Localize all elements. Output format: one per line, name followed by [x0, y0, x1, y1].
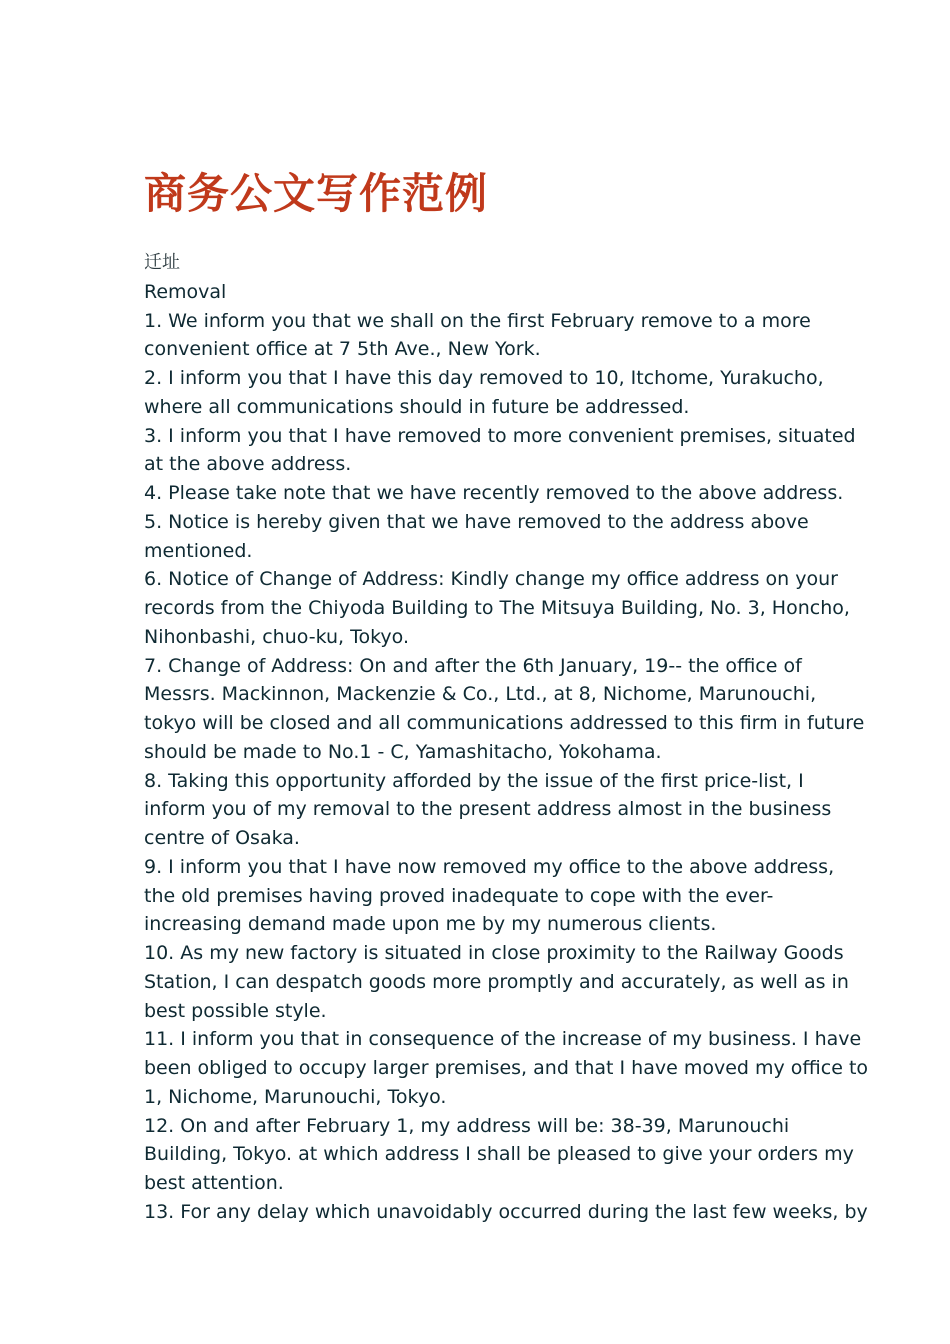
document-body	[144, 249, 880, 1227]
body-line: 9. I inform you that I have now removed my office to the above address,	[144, 855, 835, 878]
body-line: at the above address.	[144, 453, 352, 476]
body-line: 6. Notice of Change of Address: Kindly change my office address on your	[144, 568, 838, 591]
body-line: 12. On and after February 1, my address will be: 38-39, Marunouchi	[144, 1114, 790, 1137]
body-line: 13. For any delay which unavoidably occurred during the last few weeks, by	[144, 1200, 868, 1223]
body-line: the old premises having proved inadequate to cope with the ever-	[144, 884, 774, 907]
body-line: records from the Chiyoda Building to The Mitsuya Building, No. 3, Honcho,	[144, 597, 850, 619]
body-line: centre of Osaka.	[144, 827, 300, 849]
body-line: 4. Please take note that we have recently removed to the above address.	[144, 482, 844, 504]
section-heading-en: Removal	[144, 280, 227, 303]
body-line: 1, Nichome, Marunouchi, Tokyo.	[144, 1085, 447, 1108]
body-line: 5. Notice is hereby given that we have removed to the address above	[144, 510, 809, 533]
body-line: Nihonbashi, chuo-ku, Tokyo.	[144, 625, 410, 648]
body-line: 2. I inform you that I have this day removed to 10, Itchome, Yurakucho,	[144, 367, 824, 389]
body-line: 1. We inform you that we shall on the first February remove to a more	[144, 309, 811, 332]
body-line: Station, I can despatch goods more promptly and accurately, as well as in	[144, 970, 849, 993]
body-line: convenient office at 7 5th Ave., New York.	[144, 338, 541, 361]
section-title-cn: 迁址	[144, 252, 180, 273]
body-line: Messrs. Mackinnon, Mackenzie & Co., Ltd., at 8, Nichome, Marunouchi,	[144, 683, 817, 706]
body-line: 11. I inform you that in consequence of the increase of my business. I have	[144, 1028, 862, 1051]
body-line: 7. Change of Address: On and after the 6th January, 19-- the office of	[144, 654, 802, 677]
body-line: mentioned.	[144, 539, 253, 562]
body-line: 10. As my new factory is situated in close proximity to the Railway Goods	[144, 942, 844, 964]
body-line: best attention.	[144, 1172, 284, 1194]
document-title: 商务公文写作范例	[144, 169, 489, 218]
body-line: tokyo will be closed and all communications addressed to this firm in future	[144, 712, 865, 734]
body-line: should be made to No.1 - C, Yamashitacho, Yokohama.	[144, 740, 662, 763]
body-line: 3. I inform you that I have removed to more convenient premises, situated	[144, 424, 856, 447]
body-line: been obliged to occupy larger premises, and that I have moved my office to	[144, 1057, 869, 1079]
body-line: inform you of my removal to the present address almost in the business	[144, 798, 832, 821]
body-line: increasing demand made upon me by my numerous clients.	[144, 913, 717, 936]
body-line: where all communications should in future be addressed.	[144, 395, 690, 418]
body-line: best possible style.	[144, 999, 327, 1022]
body-line: 8. Taking this opportunity afforded by the issue of the first price-list, I	[144, 769, 804, 792]
body-line: Building, Tokyo. at which address I shall be pleased to give your orders my	[144, 1143, 854, 1166]
